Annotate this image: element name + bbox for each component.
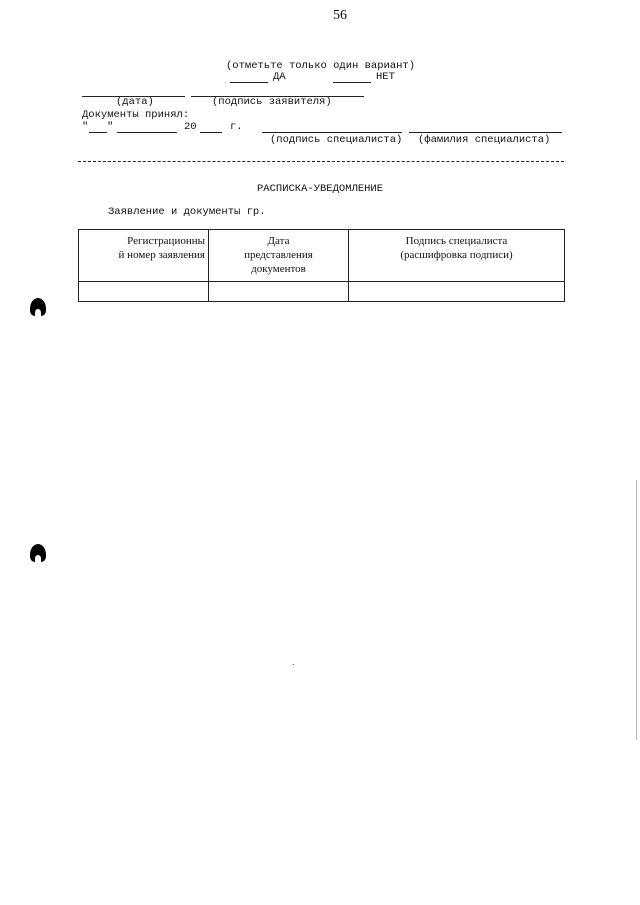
cut-line xyxy=(78,161,564,162)
table-row xyxy=(79,282,565,302)
applicant-signature-caption: (подпись заявителя) xyxy=(212,96,332,108)
choice-instruction: (отметьте только один вариант) xyxy=(226,60,416,72)
header-line: Подпись специалиста xyxy=(405,235,508,247)
day-blank[interactable] xyxy=(89,132,107,133)
header-line: (расшифровка подписи) xyxy=(400,249,513,261)
specialist-surname-caption: (фамилия специалиста) xyxy=(418,134,551,146)
year-blank[interactable] xyxy=(200,132,222,133)
scan-speck xyxy=(293,664,294,665)
page-number: 56 xyxy=(333,8,347,23)
quote-open: " xyxy=(82,121,89,133)
specialist-surname-line[interactable] xyxy=(409,132,562,133)
header-submission-date xyxy=(209,230,349,282)
hole-punch-mark xyxy=(30,544,46,562)
header-registration-number xyxy=(79,230,209,282)
year-prefix: 20 xyxy=(184,121,197,133)
documents-accepted-label: Документы принял: xyxy=(82,109,190,121)
cell-specialist-signature[interactable] xyxy=(349,282,565,302)
header-line: документов xyxy=(251,263,306,275)
table-header-row xyxy=(79,230,565,282)
no-blank[interactable] xyxy=(333,82,371,83)
header-line: Дата xyxy=(267,235,290,247)
registration-table xyxy=(78,229,565,302)
receipt-title: РАСПИСКА-УВЕДОМЛЕНИЕ xyxy=(257,183,384,195)
date-caption: (дата) xyxy=(116,96,154,108)
receipt-intro: Заявление и документы гр. xyxy=(108,206,266,218)
month-blank[interactable] xyxy=(117,132,177,133)
cell-submission-date[interactable] xyxy=(209,282,349,302)
no-label: НЕТ xyxy=(376,71,395,83)
hole-punch-mark xyxy=(30,298,46,316)
cell-registration-number[interactable] xyxy=(79,282,209,302)
header-line: представления xyxy=(244,249,313,261)
header-specialist-signature xyxy=(349,230,565,282)
scan-edge xyxy=(636,480,637,740)
specialist-signature-line[interactable] xyxy=(262,132,402,133)
yes-blank[interactable] xyxy=(230,82,268,83)
header-line: й номер заявления xyxy=(118,249,205,261)
quote-close: " xyxy=(107,121,114,133)
specialist-signature-caption: (подпись специалиста) xyxy=(270,134,403,146)
header-line: Регистрационны xyxy=(127,235,205,247)
year-suffix: г. xyxy=(230,121,243,133)
yes-label: ДА xyxy=(273,71,286,83)
